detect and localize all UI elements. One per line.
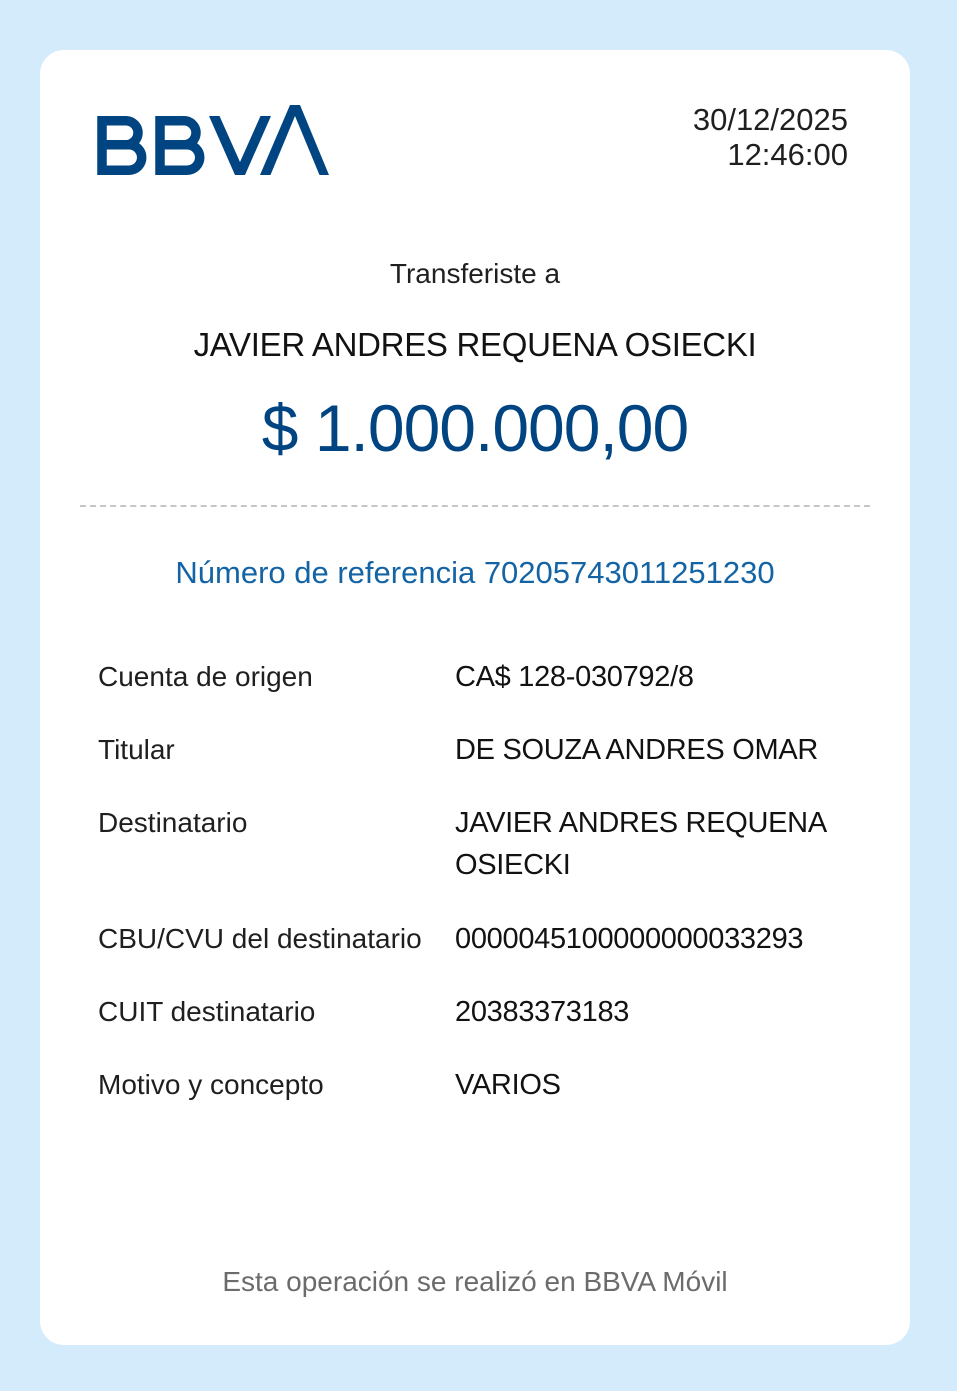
receipt-card — [40, 50, 910, 1345]
detail-row-holder — [98, 729, 858, 802]
detail-label: Titular — [98, 734, 175, 765]
detail-value: 0000045100000000033293 — [455, 923, 804, 955]
detail-row-cbu — [98, 918, 858, 991]
detail-label: CBU/CVU del destinatario — [98, 923, 422, 954]
detail-value: DE SOUZA ANDRES OMAR — [455, 734, 819, 766]
detail-row-recipient — [98, 802, 858, 918]
transfer-label: Transferiste a — [389, 258, 561, 289]
detail-row-cuit — [98, 991, 858, 1064]
detail-value: JAVIER ANDRES REQUENA OSIECKI — [455, 807, 826, 881]
detail-value: 20383373183 — [455, 996, 630, 1028]
transfer-amount: $ 1.000.000,00 — [261, 391, 689, 465]
transaction-date: 30/12/2025 — [692, 102, 848, 137]
detail-label: Motivo y concepto — [98, 1069, 324, 1100]
bbva-logo-graphic — [97, 105, 329, 177]
detail-row-reason — [98, 1064, 858, 1137]
recipient-name: JAVIER ANDRES REQUENA OSIECKI — [193, 326, 757, 363]
details-list — [98, 656, 858, 1137]
detail-value: VARIOS — [455, 1069, 561, 1101]
footer-note: Esta operación se realizó en BBVA Móvil — [222, 1266, 728, 1297]
detail-label: Destinatario — [98, 807, 248, 838]
detail-value: CA$ 128-030792/8 — [455, 661, 694, 693]
detail-label: Cuenta de origen — [98, 661, 313, 692]
transaction-datetime — [693, 102, 848, 172]
reference-number: Número de referencia 70205743011251230 — [175, 555, 775, 590]
transaction-time: 12:46:00 — [727, 137, 848, 172]
bbva-logo — [97, 105, 329, 177]
detail-row-origin-account — [98, 656, 858, 729]
detail-label: CUIT destinatario — [98, 996, 316, 1027]
dashed-divider — [80, 505, 870, 507]
